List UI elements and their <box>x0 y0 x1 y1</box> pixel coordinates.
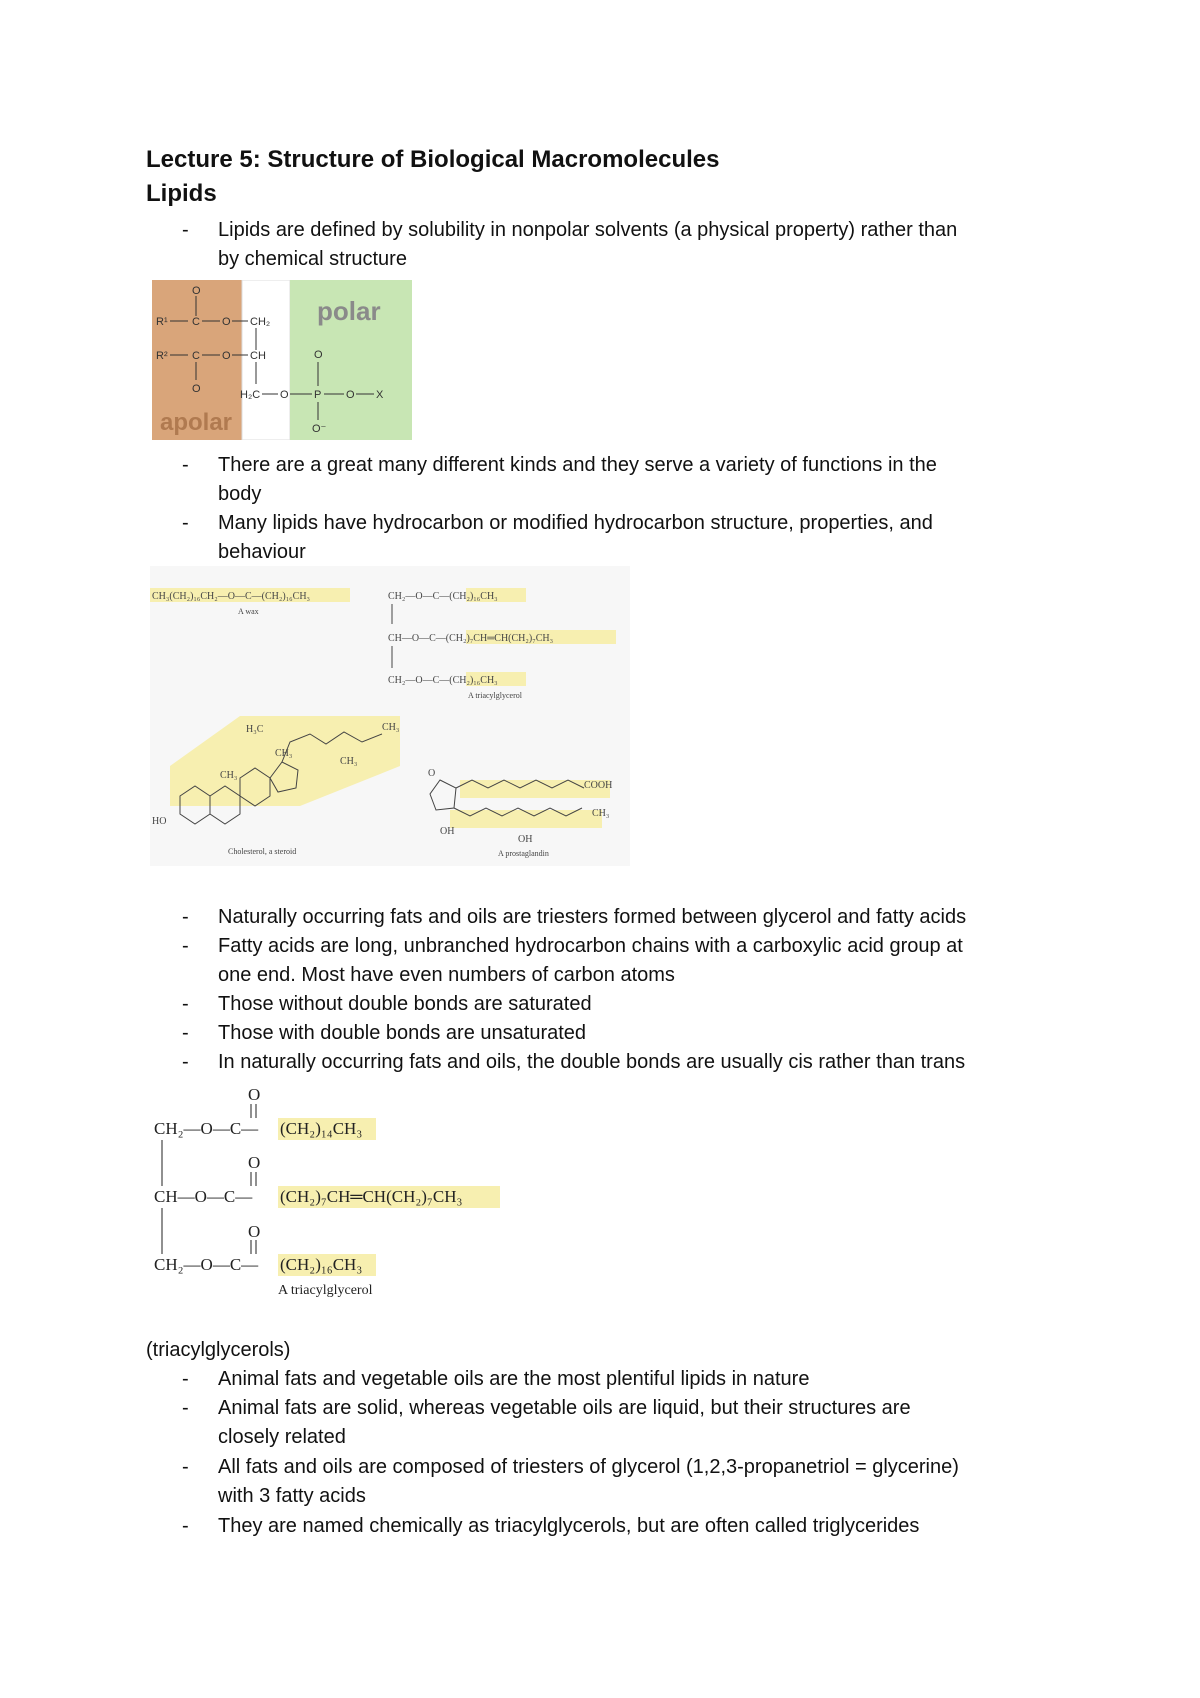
apolar-label: apolar <box>160 409 233 436</box>
list-item <box>146 1365 1066 1394</box>
atom-label: O <box>222 350 231 362</box>
bullet-line: closely related <box>218 1426 346 1448</box>
atom-label: O <box>222 316 231 328</box>
paragraph: (triacylglycerols) <box>146 1339 291 1361</box>
atom-label: P <box>314 389 322 401</box>
triacylglycerol-caption: A triacylglycerol <box>468 691 522 700</box>
tag-row-chain: (CH₂)₁₆CH₃ <box>280 1255 363 1274</box>
list-item <box>146 216 1066 274</box>
bullet-dash: - <box>182 1456 189 1478</box>
group-label: CH₃ <box>220 770 238 781</box>
bullet-line: Lipids are defined by solubility in nonpolar solvents (a physical property) rather than <box>218 219 958 241</box>
bullet-line: with 3 fatty acids <box>218 1485 366 1507</box>
list-item <box>146 903 1066 932</box>
bullet-line: Animal fats and vegetable oils are the most plentiful lipids in nature <box>218 1368 810 1390</box>
bullet-line: Many lipids have hydrocarbon or modified hydrocarbon structure, properties, and <box>218 512 933 534</box>
group-label: CH₃ <box>382 722 400 733</box>
triacylglycerol-figure <box>150 1082 510 1302</box>
section-heading: Lipids <box>146 180 217 207</box>
triacylglycerol-row: CH₂—O—C—(CH₂)₁₆CH₃ <box>388 675 498 686</box>
group-label: COOH <box>584 780 613 791</box>
tag-row-left: CH₂—O—C— <box>154 1119 259 1138</box>
bullet-line: Those without double bonds are saturated <box>218 993 592 1015</box>
bullet-dash: - <box>182 993 189 1015</box>
bullet-dash: - <box>182 906 189 928</box>
phospholipid-polarity-figure <box>152 280 412 440</box>
bullet-line: In naturally occurring fats and oils, the double bonds are usually cis rather than trans <box>218 1051 966 1073</box>
group-label: OH <box>440 826 455 837</box>
bullet-dash: - <box>182 1022 189 1044</box>
list-item <box>146 1048 1066 1077</box>
atom-label: X <box>376 389 384 401</box>
atom-label: O <box>248 1085 261 1104</box>
atom-label: O <box>192 285 201 297</box>
atom-label: O <box>280 389 289 401</box>
bullet-dash: - <box>182 512 189 534</box>
atom-label: O <box>248 1153 261 1172</box>
bullet-line: There are a great many different kinds and they serve a variety of functions in the <box>218 454 937 476</box>
bullet-line: by chemical structure <box>218 248 407 270</box>
tag-row-chain: (CH₂)₁₄CH₃ <box>280 1119 363 1138</box>
bullet-dash: - <box>182 935 189 957</box>
bullet-line: behaviour <box>218 541 306 563</box>
page-title: Lecture 5: Structure of Biological Macromolecules <box>146 146 720 173</box>
triacylglycerol-row: CH—O—C—(CH₂)₇CH═CH(CH₂)₇CH₃ <box>388 633 554 644</box>
list-item <box>146 1512 1066 1541</box>
atom-label: CH₂ <box>250 316 271 328</box>
bullet-dash: - <box>182 219 189 241</box>
bullet-line: They are named chemically as triacylglycerols, but are often called triglycerides <box>218 1515 920 1537</box>
group-label: OH <box>518 834 533 845</box>
bullet-line: one end. Most have even numbers of carbon atoms <box>218 964 675 986</box>
steroid-caption: Cholesterol, a steroid <box>228 847 297 856</box>
tag-row-left: CH—O—C— <box>154 1187 253 1206</box>
atom-label: O <box>192 383 201 395</box>
group-label: H₃C <box>246 724 264 735</box>
bullet-line: All fats and oils are composed of triesters of glycerol (1,2,3-propanetriol = glycerine) <box>218 1456 959 1478</box>
group-label: CH₃ <box>340 756 358 767</box>
atom-label: O <box>346 389 355 401</box>
group-label: O <box>428 768 436 779</box>
prostaglandin-caption: A prostaglandin <box>498 849 549 858</box>
group-label: CH₃ <box>275 748 293 759</box>
list-item <box>146 451 1066 509</box>
atom-label: O <box>314 349 323 361</box>
group-label: CH₃ <box>592 808 610 819</box>
polar-label: polar <box>317 296 381 326</box>
tag-row-left: CH₂—O—C— <box>154 1255 259 1274</box>
bullet-line: Fatty acids are long, unbranched hydrocarbon chains with a carboxylic acid group at <box>218 935 963 957</box>
bullet-line: body <box>218 483 262 505</box>
atom-label: CH <box>250 350 266 362</box>
list-item <box>146 932 1066 990</box>
atom-label: O⁻ <box>312 423 327 435</box>
atom-label: R² <box>156 350 168 362</box>
bullet-line: Naturally occurring fats and oils are triesters formed between glycerol and fatty acids <box>218 906 967 928</box>
bullet-dash: - <box>182 1515 189 1537</box>
list-item <box>146 1453 1066 1511</box>
atom-label: C <box>192 316 200 328</box>
list-item <box>146 1019 1066 1048</box>
wax-formula: CH₃(CH₂)₁₆CH₂—O—C—(CH₂)₁₆CH₃ <box>152 591 311 602</box>
wax-caption: A wax <box>238 607 259 616</box>
tag-row-chain: (CH₂)₇CH═CH(CH₂)₇CH₃ <box>280 1187 463 1206</box>
list-item <box>146 990 1066 1019</box>
bullet-line: Animal fats are solid, whereas vegetable oils are liquid, but their structures are <box>218 1397 911 1419</box>
bullet-dash: - <box>182 1051 189 1073</box>
triacylglycerol-caption: A triacylglycerol <box>278 1283 373 1298</box>
group-label: HO <box>152 816 167 827</box>
atom-label: O <box>248 1222 261 1241</box>
triacylglycerol-row: CH₂—O—C—(CH₂)₁₆CH₃ <box>388 591 498 602</box>
bullet-dash: - <box>182 1368 189 1390</box>
bullet-dash: - <box>182 1397 189 1419</box>
atom-label: C <box>192 350 200 362</box>
bullet-line: Those with double bonds are unsaturated <box>218 1022 587 1044</box>
list-item <box>146 1394 1066 1452</box>
list-item <box>146 509 1066 567</box>
bullet-dash: - <box>182 454 189 476</box>
atom-label: H₂C <box>240 389 261 401</box>
atom-label: R¹ <box>156 316 168 328</box>
lipid-classes-figure <box>150 566 630 866</box>
